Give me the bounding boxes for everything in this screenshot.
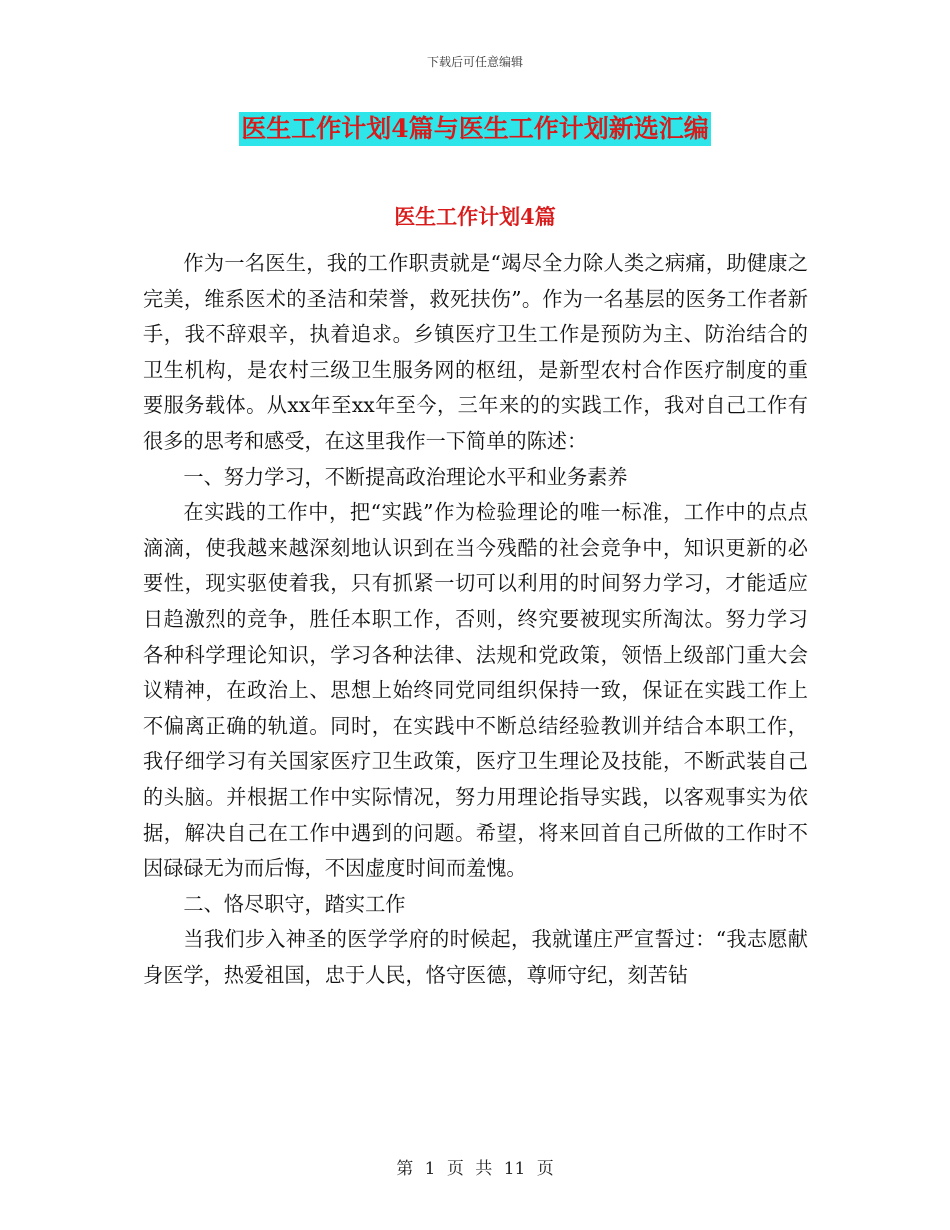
document-title-text: 医生工作计划4篇与医生工作计划新选汇编 — [239, 112, 710, 146]
paragraph-section-2: 当我们步入神圣的医学学府的时候起，我就谨庄严宣誓过：“我志愿献身医学，热爱祖国，忠于人民，恪守医德，尊师守纪，刻苦钻 — [143, 927, 808, 987]
section-title: 医生工作计划4篇 — [394, 204, 556, 229]
document-title — [0, 112, 950, 146]
heading-section-2: 二、恪尽职守，踏实工作 — [183, 891, 406, 916]
header-note: 下载后可任意编辑 — [426, 55, 523, 69]
paragraph-intro: 作为一名医生，我的工作职责就是“竭尽全力除人类之病痛，助健康之完美，维系医术的圣洁和荣誉，救死扶伤”。作为一名基层的医务工作者新手，我不辞艰辛，执着追求。乡镇医疗卫生工作是预防为主、防治结合的卫生机构，是农村三级卫生服务网的枢纽，是新型农村合作医疗制度的重要服务载体。从xx年至xx年至今，三年来的的实践工作，我对自己工作有很多的思考和感受，在这里我作一下简单的陈述： — [143, 251, 808, 453]
heading-section-1: 一、努力学习，不断提高政治理论水平和业务素养 — [183, 464, 628, 489]
page-footer: 第 1 页 共 11 页 — [396, 1159, 554, 1179]
paragraph-section-1: 在实践的工作中，把“实践”作为检验理论的唯一标准，工作中的点点滴滴，使我越来越深刻地认识到在当今残酷的社会竞争中，知识更新的必要性，现实驱使着我，只有抓紧一切可以利用的时间努力学习，才能适应日趋激烈的竞争，胜任本职工作，否则，终究要被现实所淘汰。努力学习各种科学理论知识，学习各种法律、法规和党政策，领悟上级部门重大会议精神，在政治上、思想上始终同党同组织保持一致，保证在实践工作上不偏离正确的轨道。同时，在实践中不断总结经验教训并结合本职工作，我仔细学习有关国家医疗卫生政策，医疗卫生理论及技能，不断武装自己的头脑。并根据工作中实际情况，努力用理论指导实践，以客观事实为依据，解决自己在工作中遇到的问题。希望，将来回首自己所做的工作时不因碌碌无为而后悔，不因虚度时间而羞愧。 — [143, 500, 808, 881]
document-body — [143, 246, 808, 993]
